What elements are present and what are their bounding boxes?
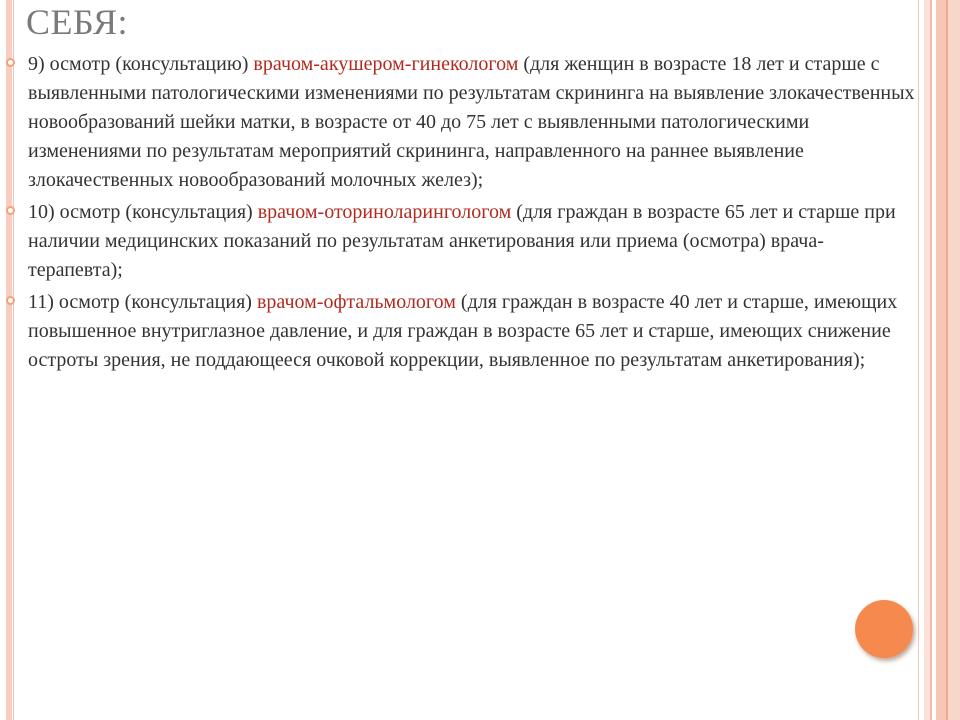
slide-title: СЕБЯ: [26,2,128,42]
right-decorative-stripe [930,0,932,720]
item-highlight: врачом-оториноларингологом [257,201,512,223]
slide-body [8,50,918,378]
bullet-icon [6,206,15,215]
item-text: (для граждан в возрасте 65 лет и старше при наличии медицинских показаний по результатам анкетирования или приема (осмотра) врача-терапевта); [28,201,896,281]
right-decorative-stripe [936,0,946,720]
list-item [8,198,918,285]
list-item [8,50,918,195]
item-highlight: врачом-офтальмологом [256,291,456,313]
bullet-icon [6,58,15,67]
item-text: (для женщин в возрасте 18 лет и старше с выявленными патологическими изменениями по результатам скрининга на выявление злокачественных новообразований шейки матки, в возрасте от 40 до 75 лет с выявленными патологическими изменениями по результатам мероприятий скрининга, направленного на раннее выявление злокачественных новообразований молочных желез); [28,53,915,191]
orange-circle-icon[interactable] [855,600,913,658]
item-text: 11) осмотр (консультация) [28,291,257,313]
right-panel-border [918,0,919,720]
item-text: 10) осмотр (консультация) [28,201,258,223]
item-text: (для граждан в возрасте 40 лет и старше, имеющих повышенное внутриглазное давление, и для граждан в возрасте 65 лет и старше, имеющих снижение остроты зрения, не поддающееся очковой коррекции, выявленное по результатам анкетирования); [28,291,898,371]
list-item [8,288,918,375]
item-highlight: врачом-акушером-гинекологом [253,53,519,75]
item-text: 9) осмотр (консультацию) [28,53,254,75]
bullet-icon [6,296,15,305]
right-decorative-stripe [948,0,960,720]
